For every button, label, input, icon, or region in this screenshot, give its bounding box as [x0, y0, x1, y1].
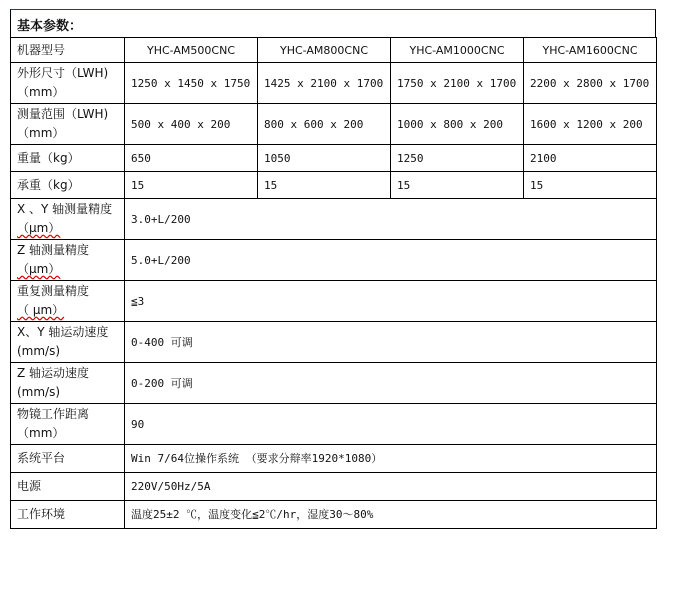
- header-row: [11, 38, 657, 63]
- row-label-line1: 物镜工作距离: [17, 407, 90, 421]
- cell: 5.0+L/200: [125, 240, 657, 281]
- row-label-line1: X、Y 轴运动速度: [17, 325, 109, 339]
- cell: 1250 x 1450 x 1750: [125, 63, 258, 104]
- row-label-line1: Z 轴运动速度: [17, 366, 90, 380]
- row-label-line2: (mm/s): [17, 344, 61, 358]
- section-title-text: 基本参数：: [17, 19, 83, 34]
- table-row: [11, 199, 657, 240]
- row-label-line1: X 、Y 轴测量精度: [17, 202, 113, 216]
- row-label-line1: 重复测量精度: [17, 284, 90, 298]
- parameter-sheet: [10, 9, 656, 529]
- cell: 500 x 400 x 200: [125, 104, 258, 145]
- cell: 温度25±2 ℃，温度变化≦2℃/hr，湿度30～80%: [125, 501, 657, 529]
- cell: 220V/50Hz/5A: [125, 473, 657, 501]
- row-label-line1: 外形尺寸（LWH): [17, 66, 109, 80]
- cell: ≦3: [125, 281, 657, 322]
- table-row: [11, 473, 657, 501]
- cell: 650: [125, 145, 258, 172]
- row-label-line2: （mm）: [17, 426, 65, 440]
- cell: 1750 x 2100 x 1700: [391, 63, 524, 104]
- row-label: [11, 199, 125, 240]
- row-label-line2: （mm）: [17, 126, 65, 140]
- table-row: [11, 240, 657, 281]
- model-1600: YHC-AM1600CNC: [524, 38, 657, 63]
- row-label-line2: （ μm）: [17, 303, 65, 317]
- cell: Win 7/64位操作系统 （要求分辩率1920*1080）: [125, 445, 657, 473]
- cell: 90: [125, 404, 657, 445]
- model-800: YHC-AM800CNC: [258, 38, 391, 63]
- spec-table: [10, 37, 657, 529]
- table-row: [11, 404, 657, 445]
- header-label: 机器型号: [11, 38, 125, 63]
- row-label: [11, 63, 125, 104]
- table-row: [11, 322, 657, 363]
- row-label-line1: 测量范围（LWH): [17, 107, 109, 121]
- cell: 1425 x 2100 x 1700: [258, 63, 391, 104]
- cell: 3.0+L/200: [125, 199, 657, 240]
- cell: 15: [125, 172, 258, 199]
- cell: 1250: [391, 145, 524, 172]
- table-row: [11, 445, 657, 473]
- model-1000: YHC-AM1000CNC: [391, 38, 524, 63]
- row-label: [11, 240, 125, 281]
- cell: 15: [258, 172, 391, 199]
- row-label-line2: （μm）: [17, 221, 61, 235]
- row-label-line2: （mm）: [17, 85, 65, 99]
- row-label: [11, 281, 125, 322]
- row-label: 承重（kg）: [11, 172, 125, 199]
- row-label-line2: (mm/s): [17, 385, 61, 399]
- cell: 15: [524, 172, 657, 199]
- cell: 1600 x 1200 x 200: [524, 104, 657, 145]
- cell: 1050: [258, 145, 391, 172]
- table-row: [11, 145, 657, 172]
- table-row: [11, 363, 657, 404]
- model-500: YHC-AM500CNC: [125, 38, 258, 63]
- row-label: [11, 104, 125, 145]
- row-label: [11, 404, 125, 445]
- row-label-line1: Z 轴测量精度: [17, 243, 90, 257]
- table-row: [11, 501, 657, 529]
- row-label: 工作环境: [11, 501, 125, 529]
- table-row: [11, 172, 657, 199]
- row-label: [11, 322, 125, 363]
- row-label: 电源: [11, 473, 125, 501]
- row-label: 重量（kg）: [11, 145, 125, 172]
- cell: 0-200 可调: [125, 363, 657, 404]
- row-label-line2: （μm）: [17, 262, 61, 276]
- table-row: [11, 63, 657, 104]
- row-label: [11, 363, 125, 404]
- table-row: [11, 281, 657, 322]
- cell: 1000 x 800 x 200: [391, 104, 524, 145]
- row-label: 系统平台: [11, 445, 125, 473]
- section-title: [10, 9, 656, 37]
- cell: 0-400 可调: [125, 322, 657, 363]
- cell: 15: [391, 172, 524, 199]
- cell: 2200 x 2800 x 1700: [524, 63, 657, 104]
- cell: 800 x 600 x 200: [258, 104, 391, 145]
- cell: 2100: [524, 145, 657, 172]
- table-row: [11, 104, 657, 145]
